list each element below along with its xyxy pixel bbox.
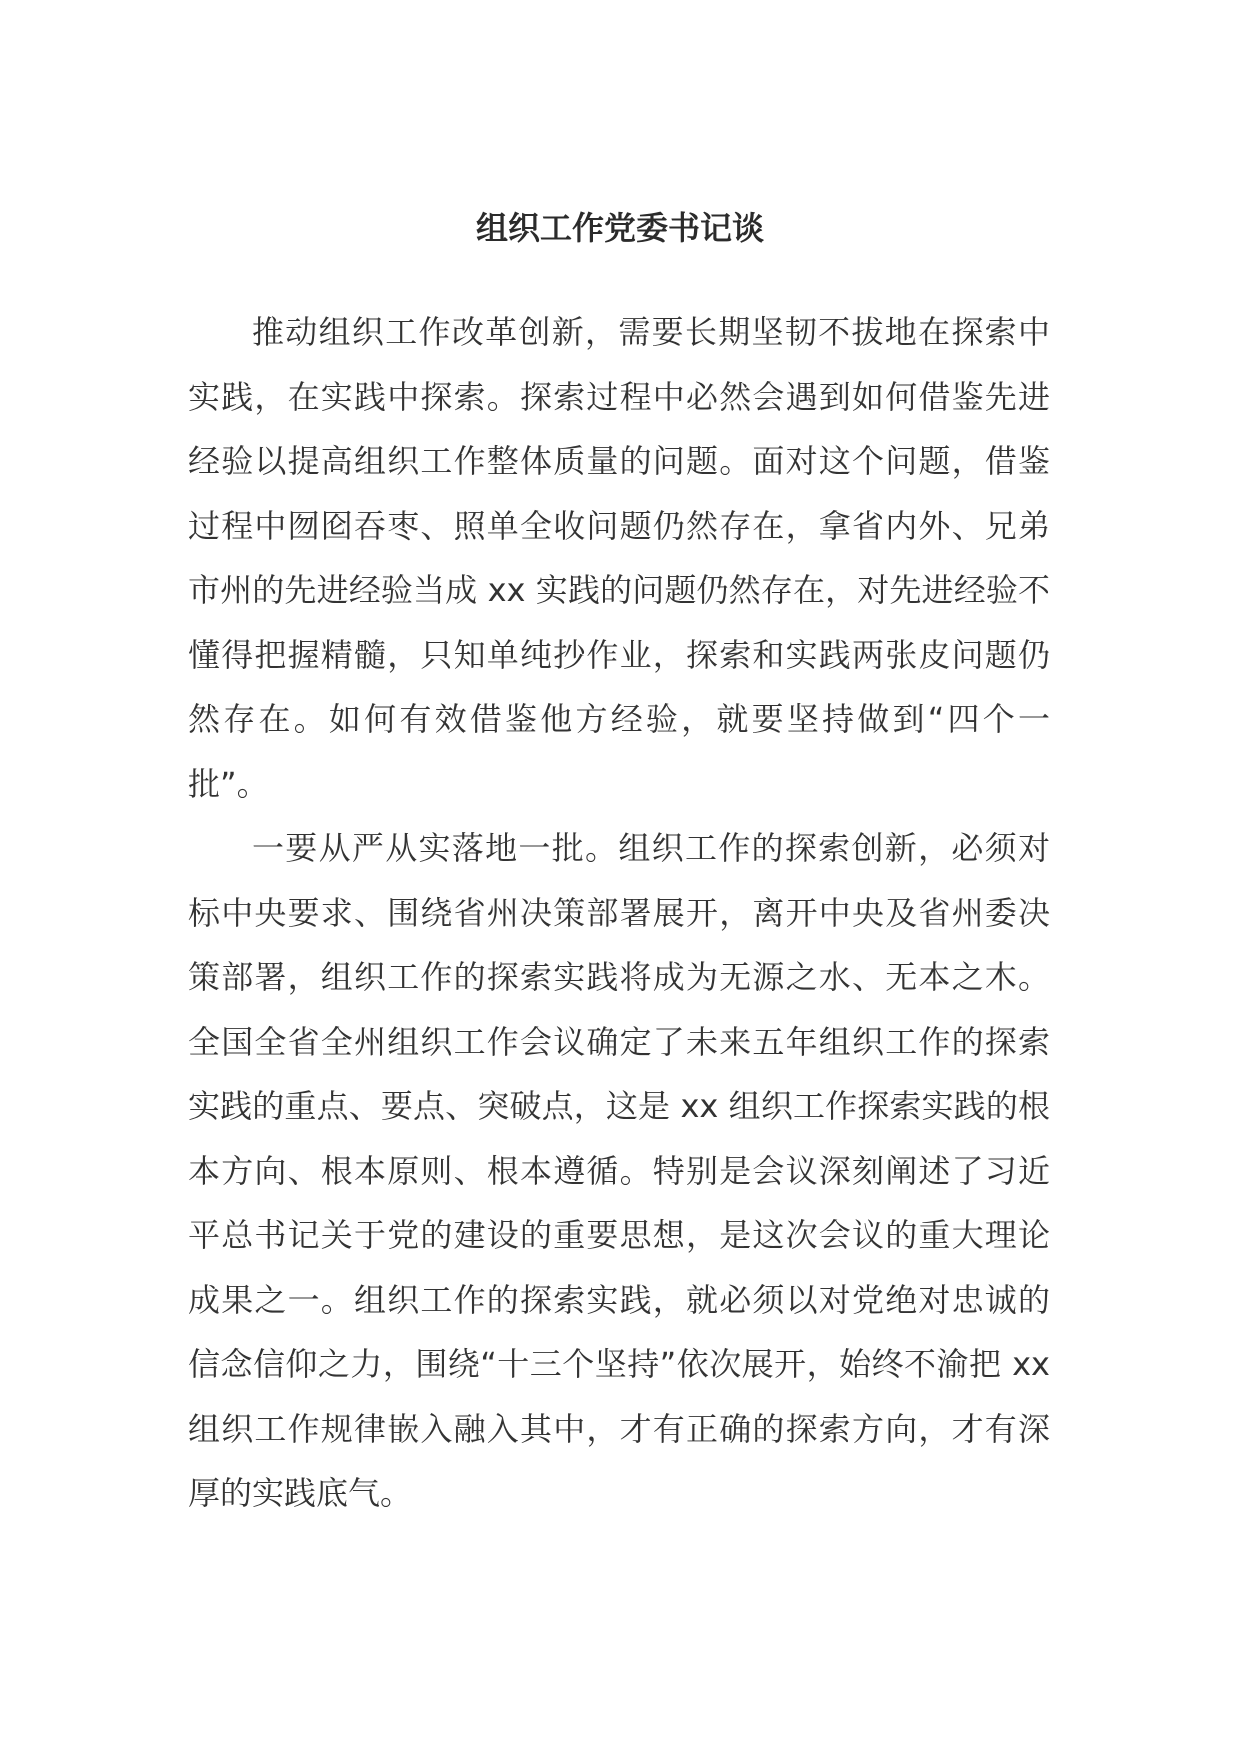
paragraph-2: 一要从严从实落地一批。组织工作的探索创新，必须对标中央要求、围绕省州决策部署展开，离开中央及省州委决策部署，组织工作的探索实践将成为无源之水、无本之木。全国全省全州组织工作会议确定了未来五年组织工作的探索实践的重点、要点、突破点，这是 xx 组织工作探索实践的根本方向、根本原则、根本遵循。特别是会议深刻阐述了习近平总书记关于党的建设的重要思想，是这次会议的重大理论成果之一。组织工作的探索实践，就必须以对党绝对忠诚的信念信仰之力，围绕“十三个坚持”依次展开，始终不渝把 xx 组织工作规律嵌入融入其中，才有正确的探索方向，才有深厚的实践底气。 bbox=[188, 829, 1050, 1512]
paragraph-1: 推动组织工作改革创新，需要长期坚韧不拔地在探索中实践，在实践中探索。探索过程中必然会遇到如何借鉴先进经验以提高组织工作整体质量的问题。面对这个问题，借鉴过程中囫囵吞枣、照单全收问题仍然存在，拿省内外、兄弟市州的先进经验当成 xx 实践的问题仍然存在，对先进经验不懂得把握精髓，只知单纯抄作业，探索和实践两张皮问题仍然存在。如何有效借鉴他方经验，就要坚持做到“四个一批”。 bbox=[188, 313, 1050, 803]
document-title: 组织工作党委书记谈 bbox=[475, 209, 764, 247]
document-body bbox=[188, 300, 1050, 1526]
